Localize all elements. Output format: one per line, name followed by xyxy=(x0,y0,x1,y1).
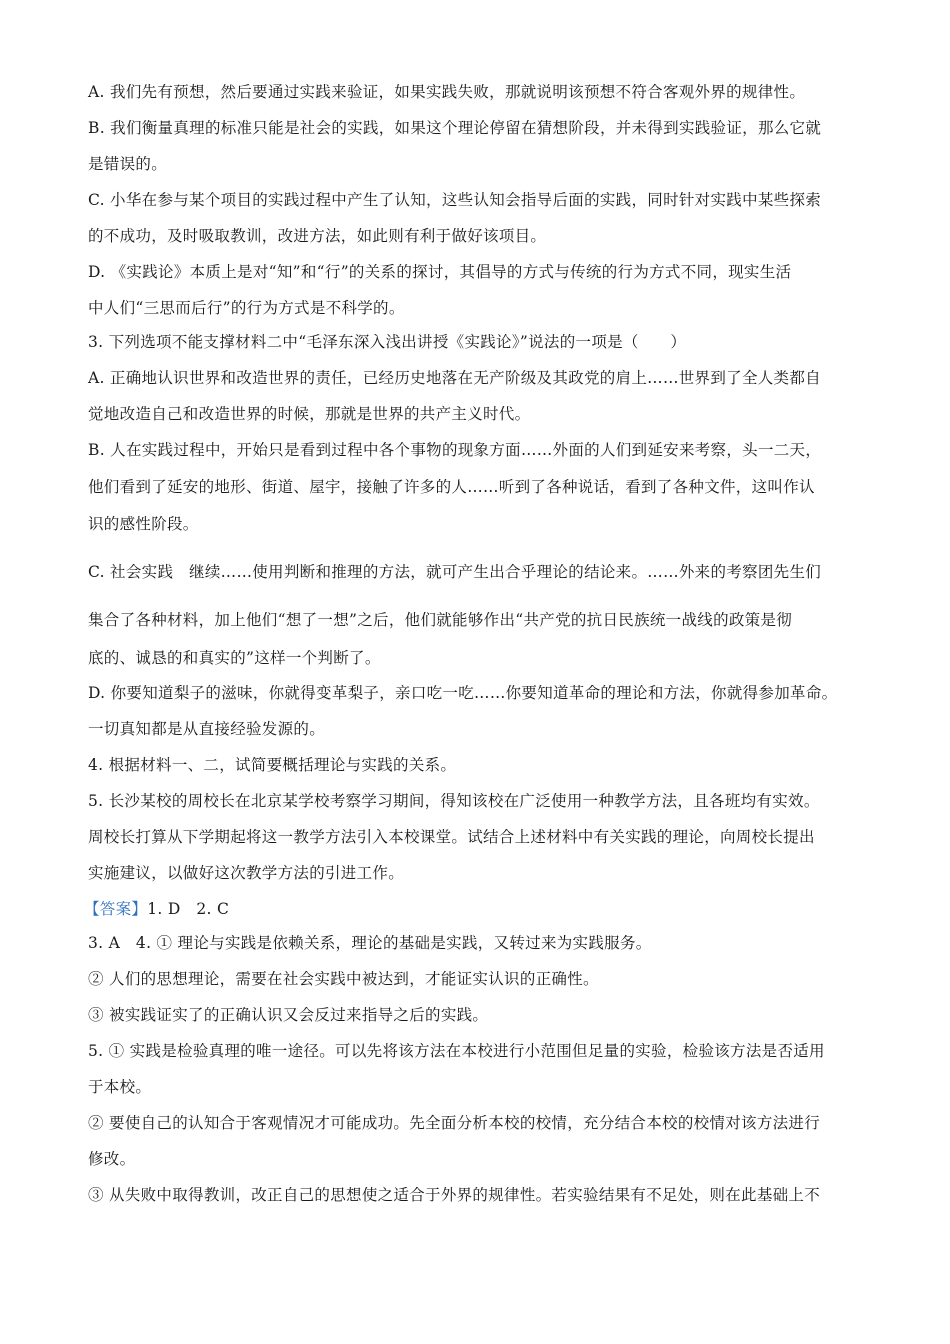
q3-option-d-line2: 一切真知都是从直接经验发源的。 xyxy=(88,720,326,738)
answer-line-1 xyxy=(84,899,910,919)
q3-stem: 3. 下列选项不能支撑材料二中“毛泽东深入浅出讲授《实践论》”说法的一项是（ ） xyxy=(88,333,687,351)
q3-option-b-line1: B. 人在实践过程中，开始只是看到过程中各个事物的现象方面……外面的人们到延安来考察，头一二天， xyxy=(88,441,822,459)
q4-stem: 4. 根据材料一、二，试简要概括理论与实践的关系。 xyxy=(88,756,457,774)
answer-line-5: 5. ① 实践是检验真理的唯一途径。可以先将该方法在本校进行小范围但足量的实验，检验该方法是否适用 xyxy=(88,1042,825,1060)
answer-line-9: ③ 从失败中取得教训，改正自己的思想使之适合于外界的规律性。若实验结果有不足处，则在此基础上不 xyxy=(88,1186,821,1204)
q3-option-b-line2: 他们看到了延安的地形、街道、屋宇，接触了许多的人……听到了各种说话，看到了各种文件，这叫作认 xyxy=(88,478,815,496)
q3-option-a-line2: 觉地改造自己和改造世界的时候，那就是世界的共产主义时代。 xyxy=(88,405,531,423)
q2-option-b-line2: 是错误的。 xyxy=(88,155,168,173)
answer-tag: 【答案】 xyxy=(84,900,148,918)
q2-option-a: A. 我们先有预想，然后要通过实践来验证，如果实践失败，那就说明该预想不符合客观外界的规律性。 xyxy=(88,83,806,101)
answer-line-7: ② 要使自己的认知合于客观情况才可能成功。先全面分析本校的校情，充分结合本校的校情对该方法进行 xyxy=(88,1114,821,1132)
q2-option-c-line2: 的不成功，及时吸取教训，改进方法，如此则有利于做好该项目。 xyxy=(88,227,547,245)
q5-stem-line1: 5. 长沙某校的周校长在北京某学校考察学习期间，得知该校在广泛使用一种教学方法，且各班均有实效。 xyxy=(88,792,820,810)
q3-option-c-line1: C. 社会实践 继续……使用判断和推理的方法，就可产生出合乎理论的结论来。……外来的考察团先生们 xyxy=(88,563,822,581)
q5-stem-line2: 周校长打算从下学期起将这一教学方法引入本校课堂。试结合上述材料中有关实践的理论，向周校长提出 xyxy=(88,828,815,846)
q2-option-b-line1: B. 我们衡量真理的标准只能是社会的实践，如果这个理论停留在猜想阶段，并未得到实践验证，那么它就 xyxy=(88,119,822,137)
q2-option-d-line1: D. 《实践论》本质上是对“知”和“行”的关系的探讨，其倡导的方式与传统的行为方式不同，现实生活 xyxy=(88,263,792,281)
answer-line-8: 修改。 xyxy=(88,1150,136,1168)
q5-stem-line3: 实施建议，以做好这次教学方法的引进工作。 xyxy=(88,864,405,882)
q3-option-b-line3: 识的感性阶段。 xyxy=(88,515,199,533)
q2-option-c-line1: C. 小华在参与某个项目的实践过程中产生了认知，这些认知会指导后面的实践，同时针对实践中某些探索 xyxy=(88,191,822,209)
answer-line-2: 3. A 4. ① 理论与实践是依赖关系，理论的基础是实践，又转过来为实践服务。 xyxy=(88,934,652,952)
q3-option-a-line1: A. 正确地认识世界和改造世界的责任，已经历史地落在无产阶级及其政党的肩上……世界到了全人类都自 xyxy=(88,369,821,387)
q3-option-c-line2: 集合了各种材料，加上他们“想了一想”之后，他们就能够作出“共产党的抗日民族统一战线的政策是彻 xyxy=(88,611,793,629)
q2-option-d-line2: 中人们“三思而后行”的行为方式是不科学的。 xyxy=(88,299,405,317)
answer-line-3: ② 人们的思想理论，需要在社会实践中被达到，才能证实认识的正确性。 xyxy=(88,970,599,988)
answer-line-6: 于本校。 xyxy=(88,1078,152,1096)
q3-option-d-line1: D. 你要知道梨子的滋味，你就得变革梨子，亲口吃一吃……你要知道革命的理论和方法，你就得参加革命。 xyxy=(88,684,838,702)
answer-line-4: ③ 被实践证实了的正确认识又会反过来指导之后的实践。 xyxy=(88,1006,489,1024)
answer-choices-1-2: 1. D 2. C xyxy=(147,900,230,918)
q3-option-c-line3: 底的、诚恳的和真实的”这样一个判断了。 xyxy=(88,649,381,667)
